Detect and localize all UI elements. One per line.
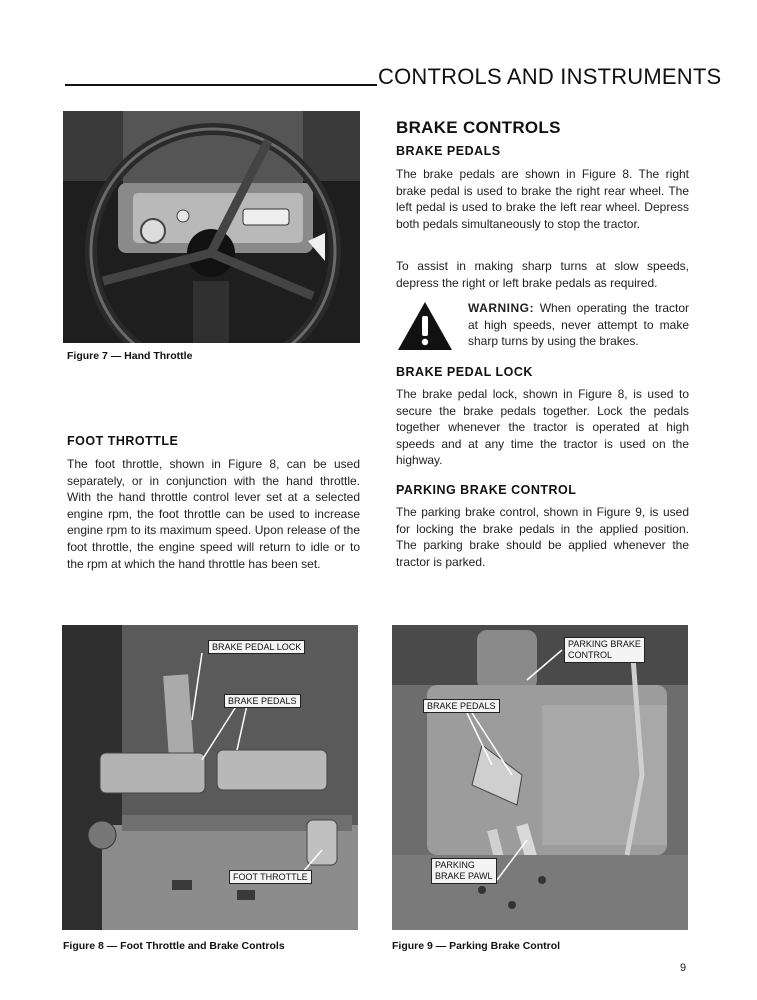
figure-8-label-foot-throttle: FOOT THROTTLE (229, 870, 312, 884)
figure-7-photo (63, 111, 360, 343)
figure-8-label-brake-pedal-lock: BRAKE PEDAL LOCK (208, 640, 305, 654)
brake-pedals-para-1: The brake pedals are shown in Figure 8. The right brake pedal is used to brake the right rear wheel. The left pedal is used to brake the left rear wheel. Depress both pedals simultaneously to stop the tractor. (396, 167, 689, 231)
foot-throttle-text: The foot throttle, shown in Figure 8, can be used separately, or in conjunction with the hand throttle. With the hand throttle control lever set at a selected engine rpm, the foot throttle can be used to increase engine rpm to its maximum speed. Upon release of the foot throttle, the engine speed will return to idle or to the rpm at which the hand throttle has been set. (67, 457, 360, 571)
brake-pedal-lock-heading: BRAKE PEDAL LOCK (396, 365, 533, 379)
figure-9-label-brake-pedals: BRAKE PEDALS (423, 699, 500, 713)
section-header-title: CONTROLS AND INSTRUMENTS (378, 64, 722, 89)
brake-pedals-para-2: To assist in making sharp turns at slow speeds, depress the right or left brake pedals as required. (396, 259, 689, 290)
warning-text (468, 300, 689, 350)
parking-brake-control-heading: PARKING BRAKE CONTROL (396, 483, 577, 497)
figure-7-caption: Figure 7 — Hand Throttle (67, 350, 193, 362)
brake-controls-title: BRAKE CONTROLS (396, 118, 561, 137)
figure-9-label-parking-brake-control-line2: CONTROL (568, 650, 613, 660)
figure-9-caption: Figure 9 — Parking Brake Control (392, 940, 561, 952)
figure-9-label-parking-brake-pawl (431, 858, 497, 884)
figure-9-label-parking-brake-pawl-line2: BRAKE PAWL (435, 871, 493, 881)
brake-pedals-heading: BRAKE PEDALS (396, 144, 501, 158)
brake-pedal-lock-text: The brake pedal lock, shown in Figure 8, is used to secure the brake pedals together. Lock the pedals together whenever the tractor is operated at high speeds and at any time the tractor is used on the highway. (396, 387, 689, 468)
figure-8-label-brake-pedals: BRAKE PEDALS (224, 694, 301, 708)
warning-body: When operating the tractor at high speeds, never attempt to make sharp turns by using the brakes. (468, 301, 689, 349)
figure-9-label-parking-brake-control (564, 637, 645, 663)
figure-8-photo (62, 625, 358, 930)
warning-label: WARNING: (468, 301, 534, 315)
parking-brake-control-text: The parking brake control, shown in Figure 9, is used for locking the brake pedals in the applied position. The parking brake should be applied whenever the tractor is parked. (396, 505, 689, 569)
page-number: 9 (680, 962, 687, 974)
header-rule (65, 84, 377, 86)
figure-8-caption: Figure 8 — Foot Throttle and Brake Controls (63, 940, 285, 952)
warning-triangle-icon (396, 300, 454, 352)
figure-9-photo (392, 625, 688, 930)
foot-throttle-heading: FOOT THROTTLE (67, 434, 179, 448)
figure-9-label-parking-brake-pawl-line1: PARKING (435, 860, 475, 870)
figure-9-label-parking-brake-control-line1: PARKING BRAKE (568, 639, 641, 649)
